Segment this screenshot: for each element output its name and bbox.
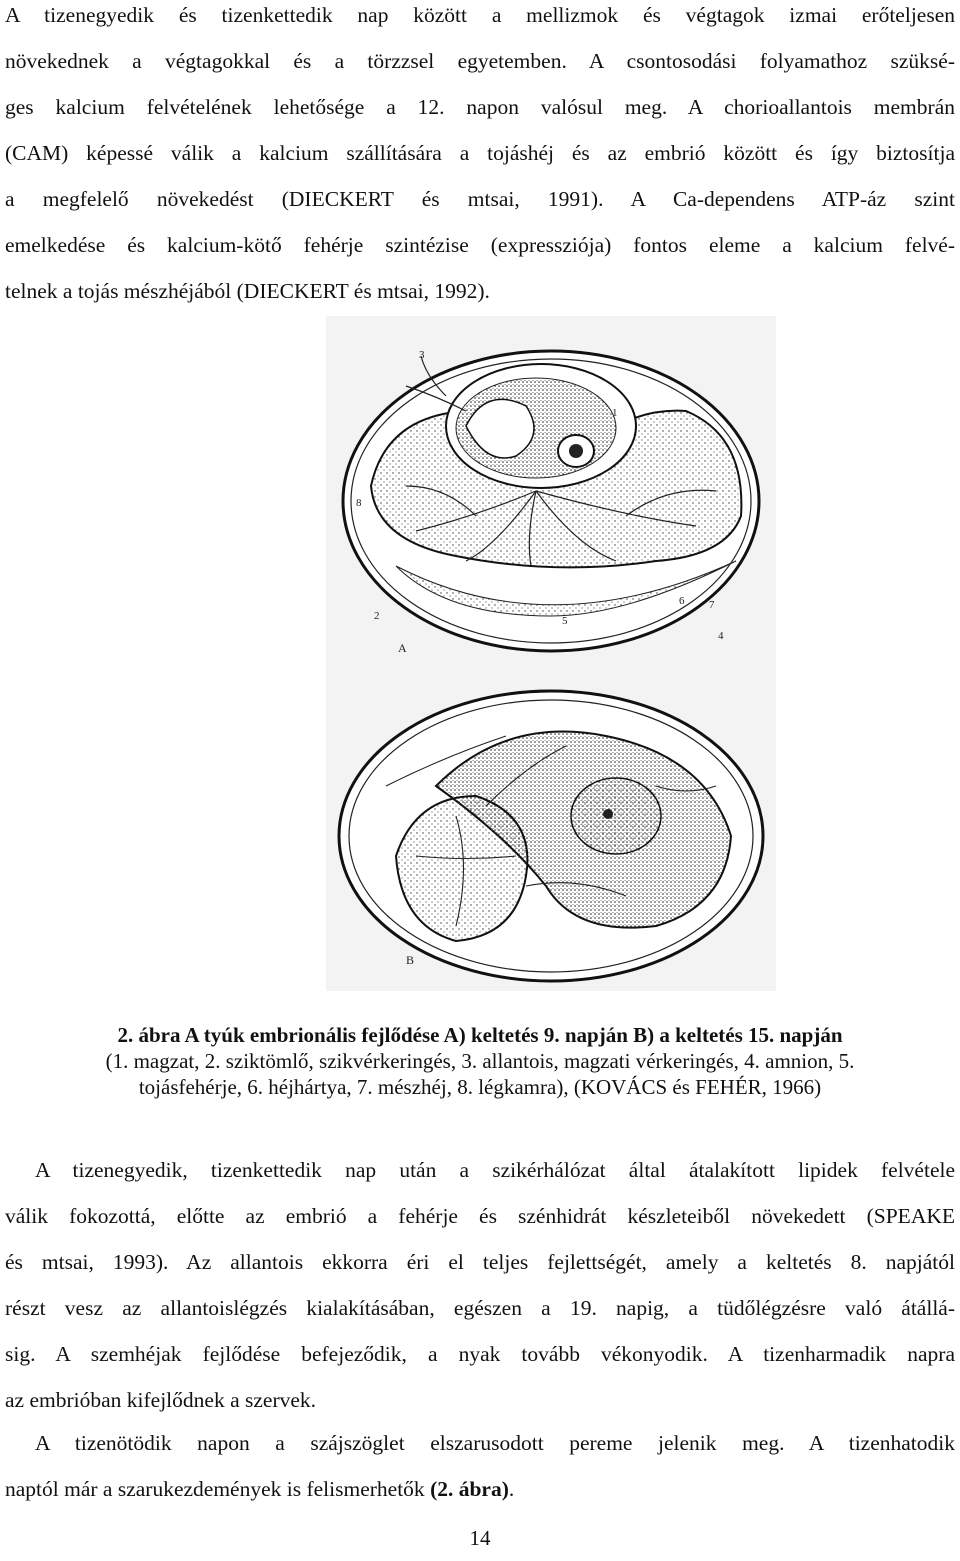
text-line: részt vesz az allantoislégzés kialakításában, egészen a 19. napig, a tüdőlégzésre való átállá- xyxy=(5,1296,955,1320)
figure-caption-line: (1. magzat, 2. sziktömlő, szikvérkeringés, 3. allantois, magzati vérkeringés, 4. amnion, 5. xyxy=(105,1049,855,1073)
text-line: növekednek a végtagokkal és a törzzsel egyetemben. A csontosodási folyamathoz szüksé- xyxy=(5,49,955,73)
egg-embryo-figure xyxy=(326,316,776,991)
panel-b-drawing xyxy=(339,691,763,981)
label-5: 5 xyxy=(562,615,568,627)
text-line: sig. A szemhéjak fejlődése befejeződik, a nyak tovább vékonyodik. A tizenharmadik napra xyxy=(5,1342,955,1366)
text-line: és mtsai, 1993). Az allantois ekkorra éri el teljes fejlettségét, amely a keltetés 8. napjától xyxy=(5,1250,955,1274)
label-4: 4 xyxy=(718,630,724,642)
text-line: ges kalcium felvételének lehetősége a 12. napon valósul meg. A chorioallantois membrán xyxy=(5,95,955,119)
embryo-illustration xyxy=(326,316,776,991)
label-6: 6 xyxy=(679,595,685,607)
label-1: 1 xyxy=(612,407,618,419)
text-line: A tizenötödik napon a szájszöglet elszarusodott pereme jelenik meg. A tizenhatodik xyxy=(35,1431,955,1455)
text-fragment: . xyxy=(508,1477,515,1501)
text-line: (CAM) képessé válik a kalcium szállítására a tojáshéj és az embrió között és így biztosítja xyxy=(5,141,955,165)
text-line: a megfelelő növekedést (DIECKERT és mtsai, 1991). A Ca-dependens ATP-áz szint xyxy=(5,187,955,211)
panel-a-label: A xyxy=(398,641,407,655)
figure-caption-line: tojásfehérje, 6. héjhártya, 7. mészhéj, 8. légkamra), (KOVÁCS és FEHÉR, 1966) xyxy=(138,1075,822,1099)
panel-a-drawing xyxy=(343,349,759,655)
text-line: A tizenegyedik és tizenkettedik nap között a mellizmok és végtagok izmai erőteljesen xyxy=(5,3,955,27)
panel-b-label: B xyxy=(406,953,415,967)
text-line xyxy=(5,1466,955,1512)
figure-reference: (2. ábra) xyxy=(430,1477,509,1501)
paragraph-1 xyxy=(5,0,955,314)
text-line: telnek a tojás mészhéjából (DIECKERT és mtsai, 1992). xyxy=(5,279,490,303)
figure-caption-title: 2. ábra A tyúk embrionális fejlődése A) keltetés 9. napján B) a keltetés 15. napján xyxy=(117,1023,843,1047)
text-line: válik fokozottá, előtte az embrió a fehérje és szénhidrát készleteiből növekedett (SPEAKE xyxy=(5,1204,955,1228)
text-fragment: naptól már a szarukezdemények is felismerhetők xyxy=(5,1477,431,1501)
label-7: 7 xyxy=(709,599,715,611)
paragraph-2 xyxy=(5,1147,955,1423)
text-line: A tizenegyedik, tizenkettedik nap után a szikérhálózat által átalakított lipidek felvétele xyxy=(35,1158,955,1182)
paragraph-3 xyxy=(5,1420,955,1512)
label-3: 3 xyxy=(419,349,425,361)
label-8: 8 xyxy=(356,497,362,509)
text-line: az embrióban kifejlődnek a szervek. xyxy=(5,1388,317,1412)
label-2: 2 xyxy=(374,610,380,622)
page-number: 14 xyxy=(469,1526,491,1550)
text-line: emelkedése és kalcium-kötő fehérje szintézise (expressziója) fontos eleme a kalcium felvé- xyxy=(5,233,955,257)
